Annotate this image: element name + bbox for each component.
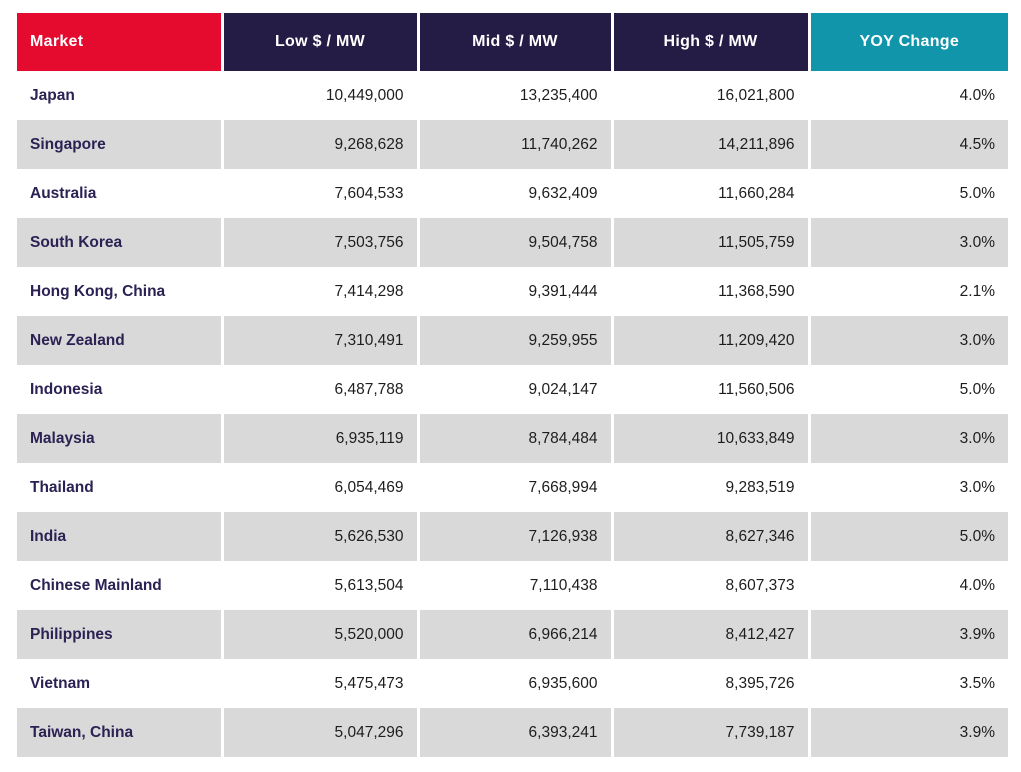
table-row xyxy=(17,267,1008,316)
high-cell: 8,627,346 xyxy=(612,512,809,561)
market-cell: Malaysia xyxy=(17,414,222,463)
table-row xyxy=(17,71,1008,120)
column-header-low: Low $ / MW xyxy=(222,13,418,71)
table-row xyxy=(17,561,1008,610)
high-cell: 8,607,373 xyxy=(612,561,809,610)
market-cell: India xyxy=(17,512,222,561)
low-cell: 5,626,530 xyxy=(222,512,418,561)
yoy-cell: 3.9% xyxy=(809,610,1008,659)
mid-cell: 13,235,400 xyxy=(418,71,612,120)
table-header xyxy=(17,13,1008,71)
mid-cell: 11,740,262 xyxy=(418,120,612,169)
table-row xyxy=(17,169,1008,218)
mid-cell: 9,391,444 xyxy=(418,267,612,316)
yoy-cell: 2.1% xyxy=(809,267,1008,316)
yoy-cell: 5.0% xyxy=(809,169,1008,218)
high-cell: 8,395,726 xyxy=(612,659,809,708)
high-cell: 14,211,896 xyxy=(612,120,809,169)
yoy-cell: 3.0% xyxy=(809,218,1008,267)
market-cell: New Zealand xyxy=(17,316,222,365)
high-cell: 11,560,506 xyxy=(612,365,809,414)
yoy-cell: 4.0% xyxy=(809,71,1008,120)
mid-cell: 7,126,938 xyxy=(418,512,612,561)
mid-cell: 6,393,241 xyxy=(418,708,612,757)
header-row xyxy=(17,13,1008,71)
low-cell: 5,047,296 xyxy=(222,708,418,757)
low-cell: 7,604,533 xyxy=(222,169,418,218)
low-cell: 5,613,504 xyxy=(222,561,418,610)
high-cell: 11,368,590 xyxy=(612,267,809,316)
mid-cell: 9,024,147 xyxy=(418,365,612,414)
yoy-cell: 5.0% xyxy=(809,365,1008,414)
high-cell: 10,633,849 xyxy=(612,414,809,463)
table-row xyxy=(17,414,1008,463)
mid-cell: 6,966,214 xyxy=(418,610,612,659)
column-header-market: Market xyxy=(17,13,222,71)
high-cell: 9,283,519 xyxy=(612,463,809,512)
market-pricing-table xyxy=(17,13,1008,757)
table-row xyxy=(17,218,1008,267)
table-row xyxy=(17,512,1008,561)
high-cell: 11,209,420 xyxy=(612,316,809,365)
low-cell: 9,268,628 xyxy=(222,120,418,169)
market-cell: Vietnam xyxy=(30,674,91,692)
low-cell: 6,487,788 xyxy=(222,365,418,414)
high-cell: 11,660,284 xyxy=(612,169,809,218)
market-pricing-table-container xyxy=(17,13,1008,757)
market-cell: Taiwan, China xyxy=(17,708,222,757)
column-header-yoy: YOY Change xyxy=(809,13,1008,71)
low-cell: 10,449,000 xyxy=(222,71,418,120)
table-row xyxy=(17,708,1008,757)
mid-cell: 8,784,484 xyxy=(418,414,612,463)
column-header-high: High $ / MW xyxy=(612,13,809,71)
low-cell: 6,935,119 xyxy=(222,414,418,463)
low-cell: 7,310,491 xyxy=(222,316,418,365)
table-row xyxy=(17,316,1008,365)
high-cell: 7,739,187 xyxy=(612,708,809,757)
high-cell: 11,505,759 xyxy=(612,218,809,267)
table-row xyxy=(17,659,1008,708)
table-row xyxy=(17,463,1008,512)
mid-cell: 9,632,409 xyxy=(418,169,612,218)
mid-cell: 7,668,994 xyxy=(418,463,612,512)
high-cell: 16,021,800 xyxy=(612,71,809,120)
yoy-cell: 3.5% xyxy=(809,659,1008,708)
market-cell: Thailand xyxy=(30,478,94,496)
market-cell: Australia xyxy=(30,184,97,202)
table-row xyxy=(17,365,1008,414)
low-cell: 7,414,298 xyxy=(222,267,418,316)
yoy-cell: 4.0% xyxy=(809,561,1008,610)
yoy-cell: 4.5% xyxy=(809,120,1008,169)
market-cell: South Korea xyxy=(17,218,222,267)
market-cell: Japan xyxy=(30,86,75,104)
mid-cell: 6,935,600 xyxy=(418,659,612,708)
yoy-cell: 3.0% xyxy=(809,316,1008,365)
low-cell: 7,503,756 xyxy=(222,218,418,267)
table-row xyxy=(17,610,1008,659)
table-row xyxy=(17,120,1008,169)
yoy-cell: 3.0% xyxy=(809,463,1008,512)
market-cell: Singapore xyxy=(17,120,222,169)
yoy-cell: 5.0% xyxy=(809,512,1008,561)
yoy-cell: 3.0% xyxy=(809,414,1008,463)
table-body xyxy=(17,71,1008,757)
mid-cell: 9,259,955 xyxy=(418,316,612,365)
high-cell: 8,412,427 xyxy=(612,610,809,659)
market-cell: Chinese Mainland xyxy=(30,576,162,594)
low-cell: 5,520,000 xyxy=(222,610,418,659)
low-cell: 5,475,473 xyxy=(222,659,418,708)
column-header-mid: Mid $ / MW xyxy=(418,13,612,71)
market-cell: Hong Kong, China xyxy=(30,282,166,300)
market-cell: Philippines xyxy=(17,610,222,659)
low-cell: 6,054,469 xyxy=(222,463,418,512)
market-cell: Indonesia xyxy=(30,380,103,398)
mid-cell: 7,110,438 xyxy=(418,561,612,610)
yoy-cell: 3.9% xyxy=(809,708,1008,757)
mid-cell: 9,504,758 xyxy=(418,218,612,267)
